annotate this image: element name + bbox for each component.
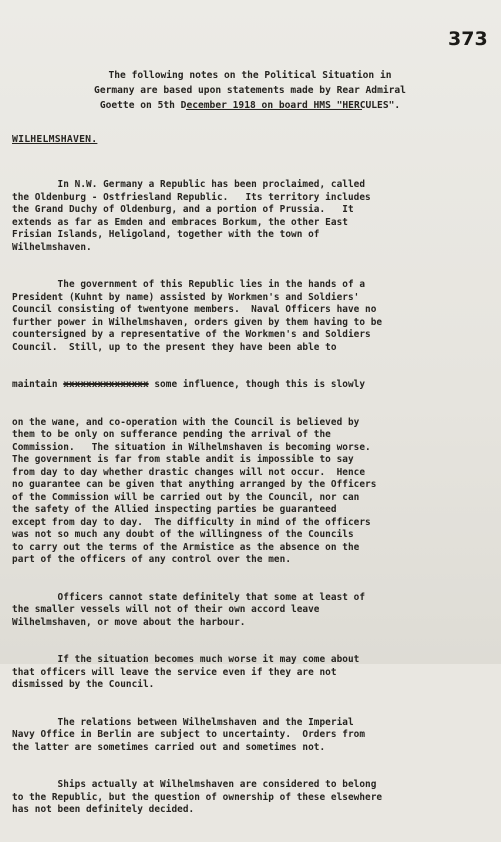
maintain-line-tail: some influence, though this is slowly <box>148 379 366 390</box>
paragraph-republic: In N.W. Germany a Republic has been proclaimed, called the Oldenburg - Ostfriesland Republic. Its territory includes the Grand Duchy of Oldenburg, and a portion of Prussia. It extends as far as Emden and embraces Borkum, the other East Frisian Islands, Heligoland, together with the town of Wilhelmshaven. <box>12 179 371 253</box>
paragraph-officers: If the situation becomes much worse it may come about that officers will leave the service even if they are not dismissed by the Council. <box>12 654 360 690</box>
section-heading: WILHELMSHAVEN. <box>12 134 98 145</box>
paragraph-vessels: Officers cannot state definitely that some at least of the smaller vessels will not of their own accord leave Wilhelmshaven, or move about the harbour. <box>12 591 366 628</box>
paragraph-relations: The relations between Wilhelmshaven and the Imperial Navy Office in Berlin are subject to uncertainty. Orders from the latter are sometimes carried out and sometimes not. <box>12 716 366 753</box>
paragraph-ownership: Ships actually at Wilhelmshaven are considered to belong to the Republic, but the question of ownership of these elsewhere has not been definitely decided. <box>12 779 383 815</box>
intro-paragraph: The following notes on the Political Situation in Germany are based upon statements made by Rear Admiral Goette on 5th December 1918 on board HMS "HERCULES". <box>94 70 406 111</box>
maintain-line-lead: maintain <box>12 379 64 390</box>
page-number: 373 <box>448 28 488 50</box>
paragraph-stability: on the wane, and co-operation with the Council is believed by them to be only on sufferance pending the arrival of the Commission. The situation in Wilhelmshaven is becoming worse. The government is far from stable andit is impossible to say from day to day whether drastic changes will not occur. Hence no guarantee can be given that anything arranged by the Officers of the Commission will be carried out by the Council, nor can the safety of the Allied inspecting parties be guaranteed except from day to day. The difficulty in mind of the officers was not so much any doubt of the willingness of the Councils to carry out the terms of the Armistice as the absence on the part of the officers of any control over the men. <box>12 416 377 565</box>
paragraph-government: The government of this Republic lies in the hands of a President (Kuhnt by name) assisted by Workmen's and Soldiers' Council consisting of twentyone members. Naval Officers have no further power in Wilhelmshaven, orders given by them having to be countersigned by a representative of the Workmen's and Soldiers Council. Still, up to the present they have been able to <box>12 279 383 353</box>
struck-out-text: xxxxxxxxxxxxxxx <box>63 379 149 390</box>
intro-underline <box>186 109 362 110</box>
maintain-line <box>12 379 498 392</box>
document-body <box>12 154 498 842</box>
